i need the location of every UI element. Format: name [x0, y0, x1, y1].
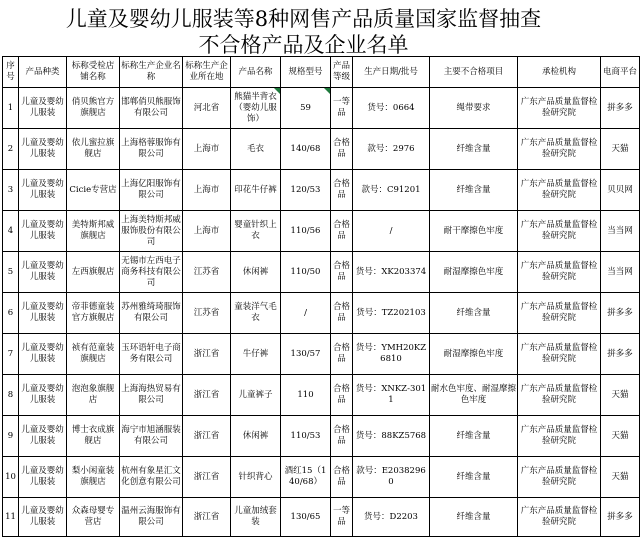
cell-index: 3 — [3, 170, 19, 211]
cell-store: 博士衣成旗舰店 — [67, 416, 120, 457]
table-row — [3, 88, 640, 129]
cell-store: 俏贝熊官方旗舰店 — [67, 88, 120, 129]
cell-spec: 110 — [281, 375, 331, 416]
cell-inspector: 广东产品质量监督检验研究院 — [518, 170, 601, 211]
table-row — [3, 211, 640, 252]
cell-spec: 130/57 — [281, 334, 331, 375]
cell-store: 祯有范童装旗舰店 — [67, 334, 120, 375]
cell-manufacturer: 邯郸俏贝熊服饰有限公司 — [120, 88, 183, 129]
cell-location: 浙江省 — [183, 334, 231, 375]
cell-store: 梨小闲童装旗舰店 — [67, 457, 120, 498]
cell-category: 儿童及婴幼儿服装 — [19, 170, 67, 211]
table-header-row — [3, 57, 640, 88]
cell-platform: 当当网 — [601, 211, 640, 252]
col-header-platform: 电商平台 — [601, 57, 640, 88]
col-header-inspector: 承检机构 — [518, 57, 601, 88]
cell-platform: 天猫 — [601, 375, 640, 416]
cell-store: 众森母婴专营店 — [67, 498, 120, 537]
cell-manufacturer: 温州云海服饰有限公司 — [120, 498, 183, 537]
cell-platform: 贝贝网 — [601, 170, 640, 211]
col-header-category: 产品种类 — [19, 57, 67, 88]
cell-inspector: 广东产品质量监督检验研究院 — [518, 211, 601, 252]
cell-grade: 一等品 — [331, 498, 353, 537]
cell-platform: 拼多多 — [601, 88, 640, 129]
col-header-spec: 规格型号 — [281, 57, 331, 88]
cell-location: 上海市 — [183, 129, 231, 170]
table-row — [3, 457, 640, 498]
col-header-manufacturer: 标称生产企业名称 — [120, 57, 183, 88]
cell-location: 浙江省 — [183, 375, 231, 416]
cell-location: 上海市 — [183, 211, 231, 252]
cell-manufacturer: 上海美特斯邦威服饰股份有限公司 — [120, 211, 183, 252]
cell-inspector: 广东产品质量监督检验研究院 — [518, 293, 601, 334]
cell-grade: 合格品 — [331, 129, 353, 170]
cell-spec: 酒红15（140/68） — [281, 457, 331, 498]
cell-batch: 货号：0664 — [353, 88, 430, 129]
cell-product: 毛衣 — [231, 129, 281, 170]
cell-platform: 拼多多 — [601, 498, 640, 537]
col-header-grade: 产品等级 — [331, 57, 353, 88]
cell-location: 浙江省 — [183, 498, 231, 537]
cell-store: Cicie专营店 — [67, 170, 120, 211]
nonconforming-products-table — [2, 56, 640, 537]
cell-product: 休闲裤 — [231, 416, 281, 457]
table-row — [3, 375, 640, 416]
cell-index: 8 — [3, 375, 19, 416]
col-header-batch: 生产日期/批号 — [353, 57, 430, 88]
cell-batch: 货号：TZ202103 — [353, 293, 430, 334]
cell-index: 6 — [3, 293, 19, 334]
cell-platform: 天猫 — [601, 129, 640, 170]
cell-index: 5 — [3, 252, 19, 293]
cell-manufacturer: 上海亿阳服饰有限公司 — [120, 170, 183, 211]
cell-product: 休闲裤 — [231, 252, 281, 293]
cell-defect: 纤维含量 — [430, 416, 518, 457]
table-row — [3, 416, 640, 457]
cell-product: 童装洋气毛衣 — [231, 293, 281, 334]
cell-defect: 耐湿摩擦色牢度 — [430, 252, 518, 293]
cell-grade: 合格品 — [331, 375, 353, 416]
table-row — [3, 170, 640, 211]
table-row — [3, 498, 640, 537]
col-header-index: 序号 — [3, 57, 19, 88]
cell-defect: 纤维含量 — [430, 457, 518, 498]
cell-grade: 合格品 — [331, 334, 353, 375]
table-row — [3, 252, 640, 293]
cell-batch: 款号：2976 — [353, 129, 430, 170]
table-row — [3, 293, 640, 334]
cell-spec: 110/53 — [281, 416, 331, 457]
cell-grade: 合格品 — [331, 170, 353, 211]
table-row — [3, 129, 640, 170]
cell-defect: 耐干摩擦色牢度 — [430, 211, 518, 252]
title-line-1: 儿童及婴幼儿服装等8种网售产品质量国家监督抽查 — [65, 7, 542, 31]
cell-spec: 120/53 — [281, 170, 331, 211]
cell-grade: 合格品 — [331, 252, 353, 293]
cell-product: 儿童裤子 — [231, 375, 281, 416]
cell-manufacturer: 上海海热贸易有限公司 — [120, 375, 183, 416]
cell-index: 7 — [3, 334, 19, 375]
cell-grade: 合格品 — [331, 293, 353, 334]
cell-store: 帝菲德童装官方旗舰店 — [67, 293, 120, 334]
cell-inspector: 广东产品质量监督检验研究院 — [518, 457, 601, 498]
cell-category: 儿童及婴幼儿服装 — [19, 334, 67, 375]
cell-store: 泡泡象旗舰店 — [67, 375, 120, 416]
cell-defect: 纤维含量 — [430, 170, 518, 211]
cell-defect: 纤维含量 — [430, 129, 518, 170]
cell-product: 牛仔裤 — [231, 334, 281, 375]
cell-product: 婴童针织上衣 — [231, 211, 281, 252]
cell-spec: 140/68 — [281, 129, 331, 170]
cell-index: 4 — [3, 211, 19, 252]
cell-batch: 款号：E20382960 — [353, 457, 430, 498]
cell-product: 针织背心 — [231, 457, 281, 498]
cell-location: 江苏省 — [183, 293, 231, 334]
col-header-product: 产品名称 — [231, 57, 281, 88]
cell-grade: 一等品 — [331, 88, 353, 129]
cell-defect: 纤维含量 — [430, 498, 518, 537]
cell-store: 依儿蜜拉旗舰店 — [67, 129, 120, 170]
cell-category: 儿童及婴幼儿服装 — [19, 498, 67, 537]
cell-inspector: 广东产品质量监督检验研究院 — [518, 88, 601, 129]
cell-batch: 货号：D2203 — [353, 498, 430, 537]
cell-defect: 耐水色牢度、耐湿摩擦色牢度 — [430, 375, 518, 416]
cell-location: 江苏省 — [183, 252, 231, 293]
cell-manufacturer: 苏州雅绮琦服饰有限公司 — [120, 293, 183, 334]
cell-spec: 130/65 — [281, 498, 331, 537]
cell-inspector: 广东产品质量监督检验研究院 — [518, 498, 601, 537]
cell-store: 美特斯邦威旗舰店 — [67, 211, 120, 252]
cell-product: 熊猫半背衣（婴幼儿服饰） — [231, 88, 281, 129]
cell-location: 上海市 — [183, 170, 231, 211]
cell-inspector: 广东产品质量监督检验研究院 — [518, 252, 601, 293]
cell-location: 河北省 — [183, 88, 231, 129]
cell-category: 儿童及婴幼儿服装 — [19, 375, 67, 416]
cell-batch: / — [353, 211, 430, 252]
cell-manufacturer: 杭州有象星汇文化创意有限公司 — [120, 457, 183, 498]
cell-category: 儿童及婴幼儿服装 — [19, 457, 67, 498]
document-title — [0, 0, 607, 56]
cell-product: 儿童加绒套装 — [231, 498, 281, 537]
cell-inspector: 广东产品质量监督检验研究院 — [518, 334, 601, 375]
table-row — [3, 334, 640, 375]
cell-index: 9 — [3, 416, 19, 457]
cell-manufacturer: 无锡市左西电子商务科技有限公司 — [120, 252, 183, 293]
cell-product: 印花牛仔裤 — [231, 170, 281, 211]
cell-platform: 拼多多 — [601, 293, 640, 334]
cell-grade: 合格品 — [331, 457, 353, 498]
col-header-defect: 主要不合格项目 — [430, 57, 518, 88]
cell-index: 10 — [3, 457, 19, 498]
cell-defect: 纤维含量 — [430, 293, 518, 334]
cell-spec: 110/50 — [281, 252, 331, 293]
col-header-store: 标称受检店铺名称 — [67, 57, 120, 88]
cell-category: 儿童及婴幼儿服装 — [19, 416, 67, 457]
cell-platform: 当当网 — [601, 252, 640, 293]
cell-spec: / — [281, 293, 331, 334]
cell-platform: 天猫 — [601, 457, 640, 498]
cell-platform: 天猫 — [601, 416, 640, 457]
cell-platform: 拼多多 — [601, 334, 640, 375]
cell-manufacturer: 海宁市旭涵服装有限公司 — [120, 416, 183, 457]
cell-category: 儿童及婴幼儿服装 — [19, 88, 67, 129]
cell-manufacturer: 上海格蓉服饰有限公司 — [120, 129, 183, 170]
title-line-2: 不合格产品及企业名单 — [198, 33, 409, 57]
cell-defect: 耐湿摩擦色牢度 — [430, 334, 518, 375]
cell-batch: 货号：YMH20KZ6810 — [353, 334, 430, 375]
cell-category: 儿童及婴幼儿服装 — [19, 211, 67, 252]
cell-batch: 货号：XNKZ-3011 — [353, 375, 430, 416]
cell-batch: 款号：C91201 — [353, 170, 430, 211]
cell-grade: 合格品 — [331, 211, 353, 252]
cell-category: 儿童及婴幼儿服装 — [19, 129, 67, 170]
cell-batch: 货号：88KZ5768 — [353, 416, 430, 457]
cell-manufacturer: 玉环语轩电子商务有限公司 — [120, 334, 183, 375]
cell-index: 11 — [3, 498, 19, 537]
cell-spec: 59 — [281, 88, 331, 129]
cell-index: 2 — [3, 129, 19, 170]
cell-location: 浙江省 — [183, 416, 231, 457]
cell-inspector: 广东产品质量监督检验研究院 — [518, 416, 601, 457]
cell-category: 儿童及婴幼儿服装 — [19, 293, 67, 334]
cell-batch: 货号：XK203374 — [353, 252, 430, 293]
cell-index: 1 — [3, 88, 19, 129]
cell-spec: 110/56 — [281, 211, 331, 252]
cell-inspector: 广东产品质量监督检验研究院 — [518, 375, 601, 416]
cell-location: 浙江省 — [183, 457, 231, 498]
cell-category: 儿童及婴幼儿服装 — [19, 252, 67, 293]
col-header-location: 标称生产企业所在地 — [183, 57, 231, 88]
cell-grade: 合格品 — [331, 416, 353, 457]
cell-inspector: 广东产品质量监督检验研究院 — [518, 129, 601, 170]
cell-defect: 绳带要求 — [430, 88, 518, 129]
cell-store: 左西旗舰店 — [67, 252, 120, 293]
